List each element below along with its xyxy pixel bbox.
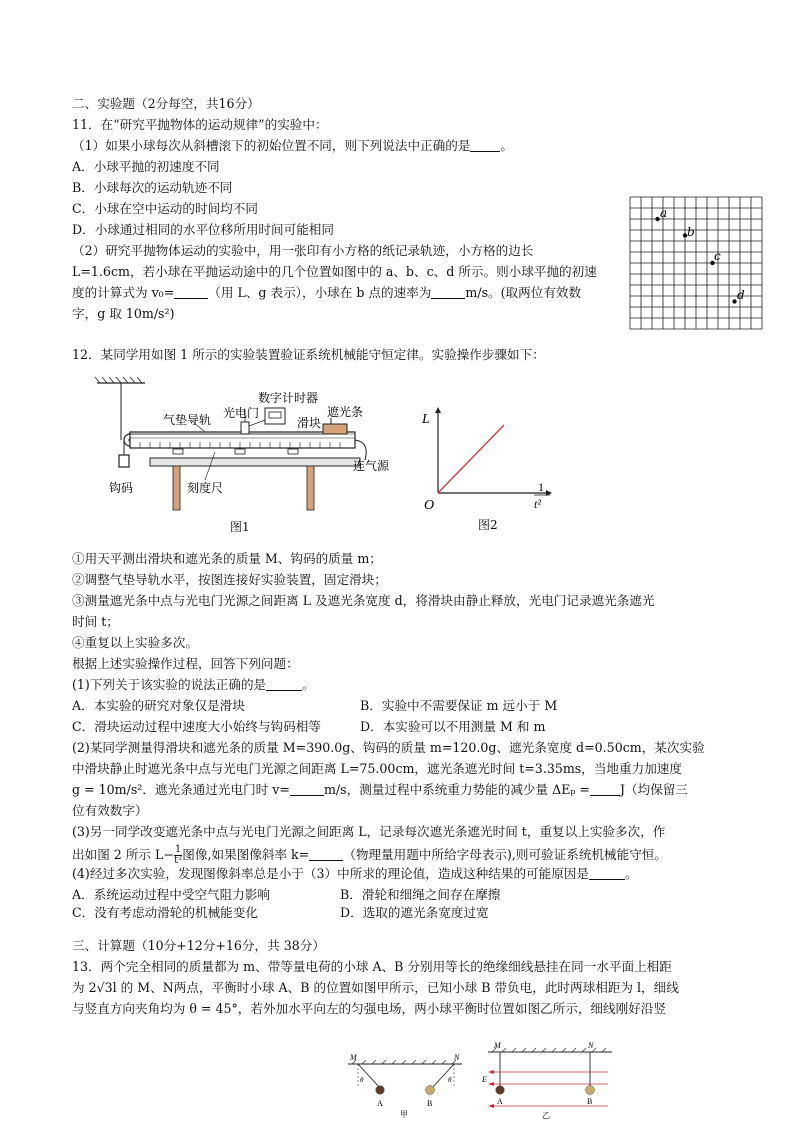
q11-part2-line1: （2）研究平抛物体运动的实验中，用一张印有小方格的纸记录轨迹，小方格的边长: [72, 243, 534, 258]
fig-jia-theta-right: θ: [448, 1076, 452, 1084]
fig-yi-B: B: [587, 1097, 593, 1106]
label-b: b: [687, 225, 695, 239]
q11-option-a: A．小球平抛的初速度不同: [72, 159, 220, 174]
label-d: d: [737, 288, 745, 302]
fig-yi-M: M: [494, 1041, 501, 1050]
fig-jia-M: M: [350, 1053, 357, 1062]
q12-step-2: ②调整气垫导轨水平，按图连接好实验装置，固定滑块；: [72, 572, 387, 587]
fig-jia-caption: 甲: [400, 1110, 408, 1119]
q12-step-3-line2: 时间 t；: [72, 614, 119, 629]
figure-jia-charged-balls: [340, 1050, 470, 1120]
q12-part1-option-a: A．本实验的研究对象仅是滑块: [72, 698, 245, 713]
graph-y-label: L: [422, 412, 430, 427]
inverse-t-squared-fraction: $\frac{1}{\text{t²}}$: [174, 844, 183, 866]
q13-line2: 为 2√3l 的 M、N两点，平衡时小球 A、B 的位置如图甲所示，已知小球 B 带负电，此时两球相距为 l，细线: [72, 980, 679, 995]
label-a: a: [660, 206, 668, 220]
q13-line1: 13．两个完全相同的质量都为 m、带等量电荷的小球 A、B 分别用等长的绝缘细线悬挂在同一水平面上相距: [72, 959, 672, 974]
air-track-apparatus-figure: [95, 380, 405, 515]
q11-part2-line4: 字，g 取 10m/s²): [72, 306, 175, 321]
q12-step-1: ①用天平测出滑块和遮光条的质量 M、钩码的质量 m；: [72, 551, 382, 566]
fig-jia-B: B: [427, 1099, 433, 1108]
q12-part4-option-b: B．滑轮和细绳之间存在摩擦: [340, 887, 501, 902]
fig1-caption: 图1: [230, 520, 250, 534]
ruler-label: 刻度尺: [187, 481, 224, 495]
q11-option-b: B．小球每次的运动轨迹不同: [72, 180, 233, 195]
q12-part3-line1: (3)另一同学改变遮光条中点与光电门光源之间距离 L，记录每次遮光条遮光时间 t，重复以上实验多次，作: [72, 824, 666, 839]
q12-intro: 根据上述实验操作过程，回答下列问题：: [72, 656, 299, 671]
q12-part4-option-a: A．系统运动过程中受空气阻力影响: [72, 887, 271, 902]
q12-part4-option-c: C．没有考虑动滑轮的机械能变化: [72, 905, 258, 920]
fig-yi-E: E: [482, 1075, 487, 1084]
q12-part4-option-d: D．选取的遮光条宽度过宽: [340, 905, 489, 920]
q12-part1: (1)下列关于该实验的说法正确的是 。: [72, 677, 315, 692]
fig-yi-A: A: [497, 1097, 503, 1106]
q12-step-3-line1: ③测量遮光条中点与光电门光源之间距离 L 及遮光条宽度 d，将滑块由静止释放，光电门记录遮光条遮光: [72, 593, 655, 608]
q12-part2-line3: g = 10m/s²．遮光条通过光电门时 v= m/s，测量过程中系统重力势能的减少量 ΔEₚ = J（均保留三: [72, 782, 689, 797]
q11-option-c: C．小球在空中运动的时间均不同: [72, 201, 258, 216]
graph-line: [438, 425, 504, 493]
section-3-header: 三、计算题（10分+12分+16分，共 38分）: [72, 938, 325, 953]
q11-part2-line2: L=1.6cm，若小球在平抛运动途中的几个位置如图中的 a、b、c、d 所示。则小球平抛的初速: [72, 264, 597, 279]
trajectory-grid-figure: [630, 197, 762, 329]
graph-x-label-den: t²: [534, 497, 541, 511]
q12-part3-line2: 出如图 2 所示 L− $\frac{1}{\text{t²}}$ 图像,如果图像斜率 k= （物理量用题中所给字母表示),则可验证系统机械能守恒。: [72, 844, 667, 866]
q12-part2-line1: (2)某同学测量得滑块和遮光条的质量 M=390.0g、钩码的质量 m=120.0g、遮光条宽度 d=0.50cm，某次实验: [72, 740, 705, 755]
q12-part4: (4)经过多次实验，发现图像斜率总是小于（3）中所求的理论值，造成这种结果的可能原因是 。: [72, 866, 638, 881]
section-2-header: 二、实验题（2分每空，共16分）: [72, 96, 260, 111]
fig-jia-theta-left: θ: [360, 1076, 364, 1084]
q11-option-d: D．小球通过相同的水平位移所用时间可能相同: [72, 222, 334, 237]
photogate-label: 光电门: [223, 406, 260, 420]
fig-jia-N: N: [454, 1053, 460, 1062]
fig-jia-A: A: [377, 1099, 383, 1108]
q12-part1-option-c: C．滑块运动过程中速度大小始终与钩码相等: [72, 719, 321, 734]
q11-part1: （1）如果小球每次从斜槽滚下的初始位置不同，则下列说法中正确的是 。: [72, 138, 514, 153]
l-vs-inverse-t-squared-graph: [418, 405, 558, 515]
air-rail-label: 气垫导轨: [163, 413, 212, 427]
digital-timer-label: 数字计时器: [258, 391, 319, 405]
q13-line3: 与竖直方向夹角均为 θ = 45°，若外加水平向左的匀强电场，两小球平衡时位置如图乙所示，细线刚好沿竖: [72, 1001, 666, 1016]
q11-stem: 11．在“研究平抛物体的运动规律”的实验中：: [72, 117, 328, 132]
q12-part2-line4: 位有效数字）: [72, 803, 148, 818]
q12-part1-option-d: D．本实验可以不用测量 M 和 m: [360, 719, 546, 734]
fig-yi-caption: 乙: [542, 1111, 550, 1120]
q11-part2-line3: 度的计算式为 v₀= （用 L、g 表示），小球在 b 点的速率为 m/s。(取两位有效数: [72, 285, 582, 300]
q12-part2-line2: 中滑块静止时遮光条中点与光电门光源之间距离 L=75.00cm，遮光条遮光时间 t=3.35ms，当地重力加速度: [72, 761, 682, 776]
shade-strip-label: 遮光条: [327, 405, 364, 419]
q12-step-4: ④重复以上实验多次。: [72, 635, 198, 650]
q12-part1-option-b: B．实验中不需要保证 m 远小于 M: [360, 698, 558, 713]
hook-weight-label: 钩码: [109, 481, 134, 495]
label-c: c: [714, 249, 721, 263]
graph-origin-label: O: [424, 498, 435, 513]
fig-yi-N: N: [588, 1041, 594, 1050]
slider-label: 滑块: [297, 416, 322, 430]
q12-stem: 12．某同学用如图 1 所示的实验装置验证系统机械能守恒定律。实验操作步骤如下：: [72, 347, 545, 362]
graph-x-label-num: 1: [538, 480, 544, 494]
fig2-caption: 图2: [478, 518, 498, 532]
figure-yi-charged-balls-field: [480, 1042, 620, 1120]
air-source-label: 连气源: [353, 459, 390, 473]
